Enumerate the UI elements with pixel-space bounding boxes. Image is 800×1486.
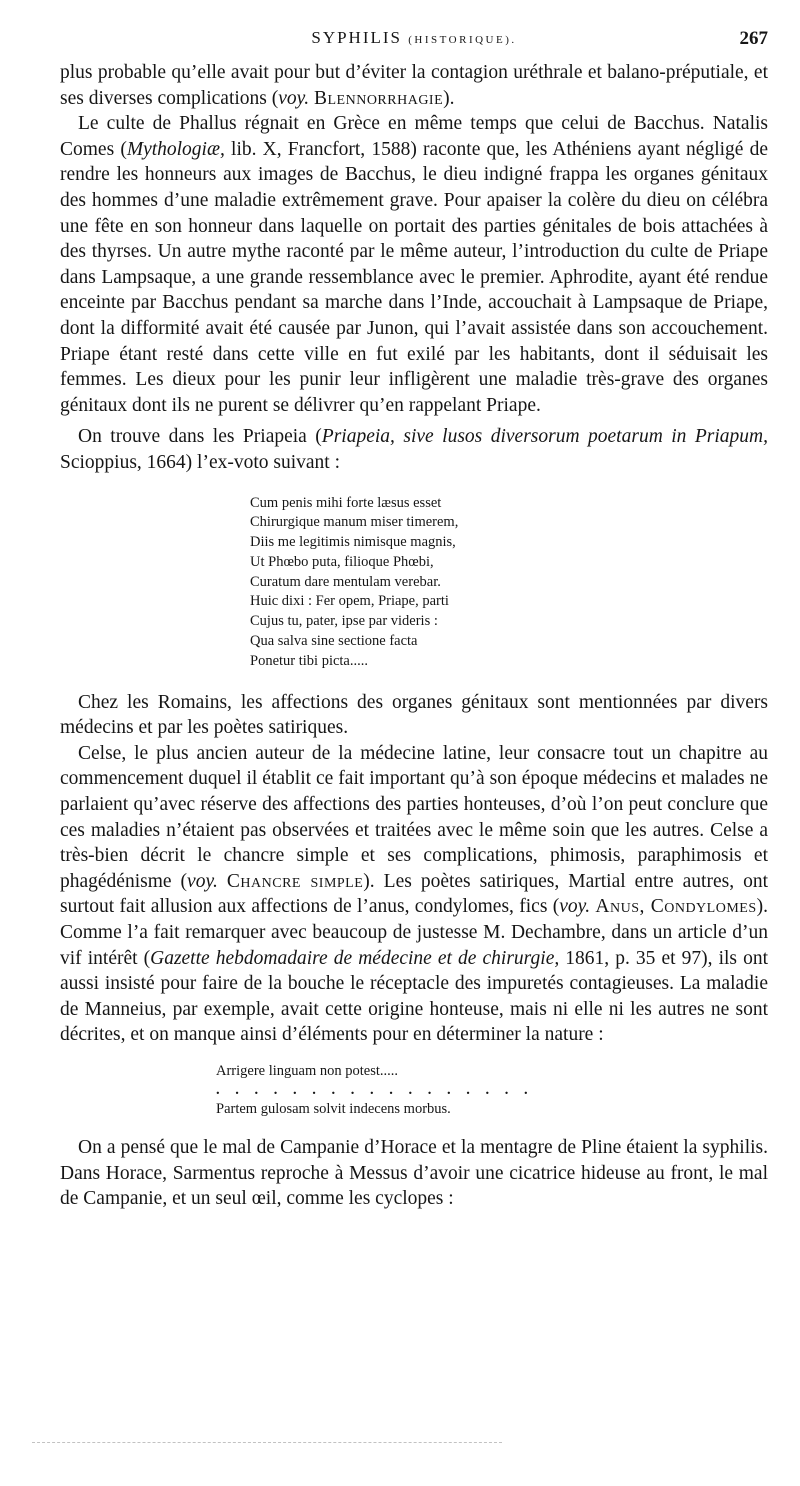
paragraph-4 bbox=[60, 690, 768, 741]
work-title-priapeia: Priapeia, sive lusos diversorum poetarum in Priapum, bbox=[321, 426, 769, 448]
running-title bbox=[60, 28, 768, 48]
verse-line: Ponetur tibi picta..... bbox=[250, 652, 368, 669]
paragraph-6 bbox=[60, 1135, 768, 1212]
verse-line: Chirurgique manum miser timerem, bbox=[250, 514, 459, 531]
paragraph-1-text: plus probable qu’elle avait pour but d’éviter la contagion uréthrale et balano-préputiale, et ses diverses complications ( bbox=[60, 62, 768, 109]
work-title-gazette: Gazette hebdomadaire de médecine et de chirurgie, bbox=[150, 947, 560, 969]
paragraph-5-voy: voy. bbox=[187, 870, 218, 892]
paragraph-1-end: ). bbox=[443, 87, 455, 109]
paragraph-1-voy: voy. bbox=[278, 87, 310, 109]
quote-ellipsis-line: . . . . . . . . . . . . . . . . . bbox=[216, 1081, 534, 1098]
paragraph-5-text-continued: ). Comme l’a fait remarquer avec beaucoup de justesse M. Dechambre, dans un article d’un vif intérêt ( bbox=[60, 896, 768, 969]
cross-reference-chancre-simple: Chancre simple bbox=[226, 870, 364, 892]
paragraph-3 bbox=[60, 424, 768, 475]
paragraph-2-text-continued: lib. X, Francfort, 1588) raconte que, les Athéniens ayant négligé de rendre les honneurs aux images de Bacchus, le dieu indigné frappa les organes génitaux des hommes d’une maladie extrêmement grave. Pour apaiser la colère du dieu on célébra une fête en son honneur dans laquelle on portait des parties génitales de bois attachées à des thyrses. Un autre mythe raconté par le même auteur, l’introduction du culte de Priape dans Lampsaque, a une grande ressemblance avec le premier. Aphrodite, ayant été rendue enceinte par Bacchus pendant sa marche dans l’Inde, accouchait à Lampsaque de Priape, dont la difformité avait été causée par Junon, qui l’avait assistée dans son accouchement. Priape étant resté dans cette ville en fut exilé par les habitants, dont il séduisait les femmes. Les dieux pour les punir leur infligèrent une maladie très-grave des organes génitaux dont ils ne purent se délivrer qu’en rappelant Priape. bbox=[60, 138, 768, 416]
verse-line: Ut Phœbo puta, filioque Phœbi, bbox=[250, 553, 434, 570]
page-body bbox=[60, 60, 768, 1212]
work-title-mythologiae: Mythologiæ, bbox=[126, 138, 225, 160]
verse-line: Cum penis mihi forte læsus esset bbox=[250, 494, 442, 511]
paragraph-5-voy: voy. bbox=[559, 896, 591, 918]
verse-line: Diis me legitimis nimisque magnis, bbox=[250, 534, 456, 551]
paragraph-5-text-continued: 1861, p. 35 et 97), ils ont aussi insisté pour faire de la bouche le réceptacle des impuretés contagieuses. La maladie de Manneius, par exemple, avait cette origine honteuse, mais ni elle ni les autres ne sont décrites, et on manque ainsi d’éléments pour en déterminer la nature : bbox=[60, 947, 768, 1046]
header-subtitle: (HISTORIQUE). bbox=[408, 34, 517, 46]
paragraph-5 bbox=[60, 741, 768, 1048]
latin-quote-block bbox=[216, 1062, 768, 1119]
paragraph-3-text: On trouve dans les Priapeia ( bbox=[78, 426, 322, 448]
cross-reference-anus-condylomes: Anus, Condylomes bbox=[595, 896, 757, 918]
paragraph-2 bbox=[60, 111, 768, 418]
verse-line: Huic dixi : Fer opem, Priape, parti bbox=[250, 593, 449, 610]
paragraph-6-text: On a pensé que le mal de Campanie d’Horace et la mentagre de Pline étaient la syphilis. Dans Horace, Sarmentus reproche à Messus d’avoir une cicatrice hideuse au front, le mal de Campanie, et un seul œil, comme les cyclopes : bbox=[60, 1136, 768, 1210]
paragraph-4-text: Chez les Romains, les affections des organes génitaux sont mentionnées par divers médecins et par les poètes satiriques. bbox=[60, 691, 768, 739]
quote-line: Partem gulosam solvit indecens morbus. bbox=[216, 1100, 451, 1117]
quote-line: Arrigere linguam non potest..... bbox=[216, 1062, 399, 1079]
paragraph-1 bbox=[60, 60, 768, 111]
bottom-scan-artifact bbox=[32, 1442, 502, 1447]
paragraph-2-text: Le culte de Phallus régnait en Grèce en même temps que celui de Bacchus. Natalis Comes ( bbox=[60, 113, 768, 160]
verse-line: Curatum dare mentulam verebar. bbox=[250, 573, 441, 590]
verse-line: Cujus tu, pater, ipse par videris : bbox=[250, 613, 438, 630]
cross-reference-blennorrhagie: Blennorrhagie bbox=[313, 87, 444, 109]
running-head bbox=[60, 28, 768, 54]
verse-line: Qua salva sine sectione facta bbox=[250, 633, 418, 650]
paragraph-5-text: Celse, le plus ancien auteur de la médecine latine, leur consacre tout un chapitre au commencement duquel il établit ce fait important qu’à son époque médecins et malades ne parlaient qu’avec réserve des affections des parties honteuses, d’où l’on peut conclure que ces maladies n’étaient pas observées et traitées avec le même soin que les autres. Celse a très-bien décrit le chancre simple et ses complications, phimosis, paraphimosis et phagédénisme ( bbox=[60, 742, 768, 892]
paragraph-3-text-continued: Scioppius, 1664) l’ex-voto suivant : bbox=[60, 451, 341, 473]
paragraph-5-text-continued: ). Les poètes satiriques, Martial entre autres, ont surtout fait allusion aux affections de l’anus, condylomes, fics ( bbox=[60, 870, 768, 918]
header-title: SYPHILIS bbox=[311, 28, 402, 47]
latin-verse-block bbox=[250, 494, 768, 672]
page-number: 267 bbox=[739, 28, 768, 49]
